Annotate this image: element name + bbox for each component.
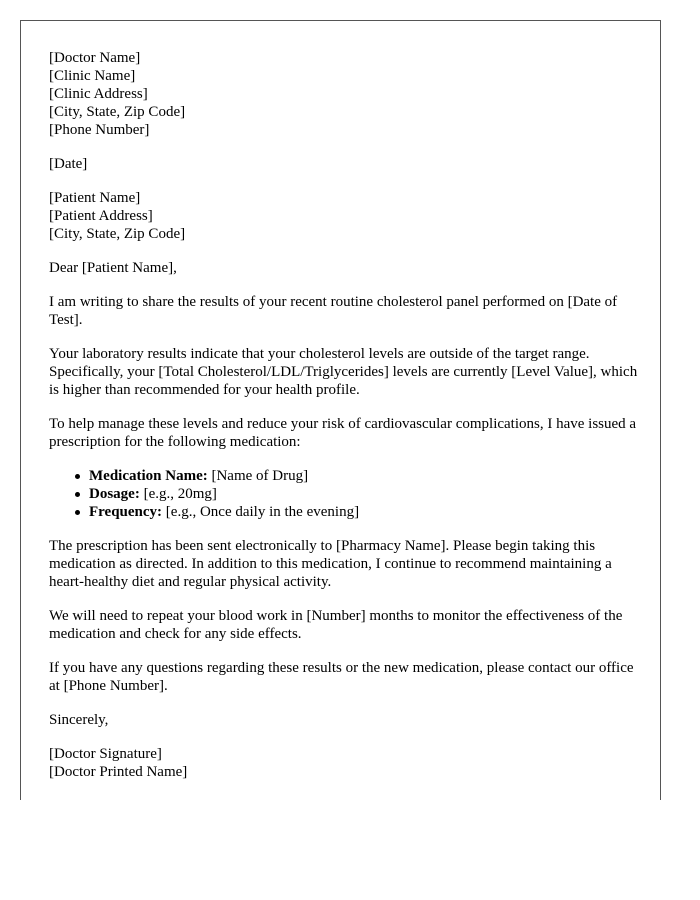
bullet-icon (75, 474, 80, 479)
letter-date: [Date] (49, 156, 88, 172)
followup-paragraph: We will need to repeat your blood work in [Number] months to monitor the effectiveness of the medication and check for any side effects. (49, 608, 623, 642)
frequency-label: Frequency: (89, 504, 163, 520)
frequency-value: [e.g., Once daily in the evening] (162, 504, 360, 520)
recipient-block (49, 189, 639, 243)
results-paragraph: Your laboratory results indicate that your cholesterol levels are outside of the target range. Specifically, your [Total Cholesterol/LDL/Triglycerides] levels are currently [Level Value], which is higher than recommended for your health profile. (49, 346, 638, 398)
intro-paragraph: I am writing to share the results of your recent routine cholesterol panel performed on [Date of Test]. (49, 294, 618, 328)
list-item-dosage (89, 485, 639, 503)
doctor-name: [Doctor Name] (49, 50, 141, 66)
patient-city-state-zip: [City, State, Zip Code] (49, 226, 186, 242)
pharmacy-paragraph: The prescription has been sent electronically to [Pharmacy Name]. Please begin taking this medication as directed. In addition to this medication, I continue to recommend maintaining a heart-healthy diet and regular physical activity. (49, 538, 612, 590)
patient-name: [Patient Name] (49, 190, 141, 206)
medication-name-label: Medication Name: (89, 468, 208, 484)
signature-block (49, 745, 639, 781)
list-item-medication-name (89, 467, 639, 485)
clinic-city-state-zip: [City, State, Zip Code] (49, 104, 186, 120)
dosage-value: [e.g., 20mg] (139, 486, 217, 502)
sender-block (49, 49, 639, 139)
letter-content (49, 49, 639, 781)
bullet-icon (75, 510, 80, 515)
closing: Sincerely, (49, 712, 109, 728)
doctor-printed-name: [Doctor Printed Name] (49, 764, 188, 780)
patient-address: [Patient Address] (49, 208, 153, 224)
doctor-signature: [Doctor Signature] (49, 746, 162, 762)
prescription-intro-paragraph: To help manage these levels and reduce your risk of cardiovascular complications, I have issued a prescription for the following medication: (49, 416, 637, 450)
clinic-address: [Clinic Address] (49, 86, 148, 102)
medication-name-value: [Name of Drug] (207, 468, 309, 484)
salutation: Dear [Patient Name], (49, 260, 177, 276)
letter-page (20, 20, 661, 800)
medication-list (49, 467, 639, 521)
clinic-name: [Clinic Name] (49, 68, 136, 84)
bullet-icon (75, 492, 80, 497)
list-item-frequency (89, 503, 639, 521)
clinic-phone: [Phone Number] (49, 122, 150, 138)
dosage-label: Dosage: (89, 486, 140, 502)
contact-paragraph: If you have any questions regarding these results or the new medication, please contact our office at [Phone Number]. (49, 660, 634, 694)
